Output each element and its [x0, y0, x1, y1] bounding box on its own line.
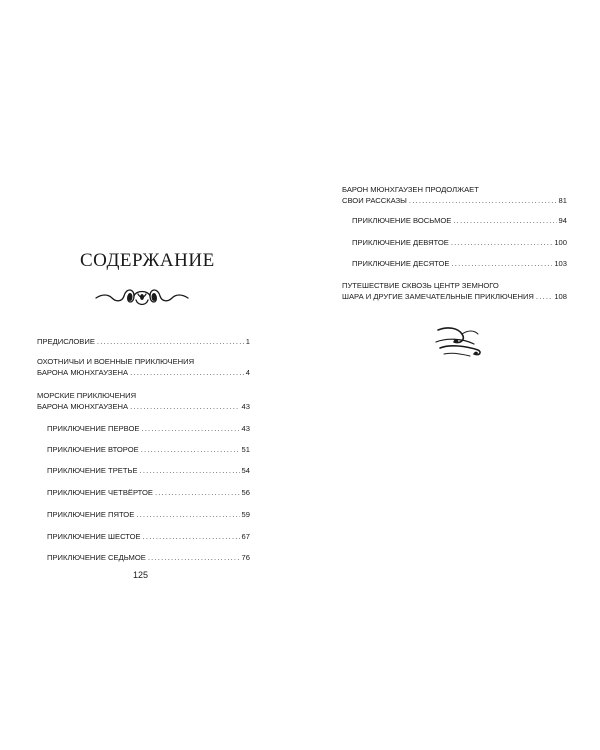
- toc-entry-label: ШАРА И ДРУГИЕ ЗАМЕЧАТЕЛЬНЫЕ ПРИКЛЮЧЕНИЯ: [342, 292, 534, 301]
- leader-dots: [451, 237, 553, 248]
- toc-entry-page: 43: [241, 402, 250, 411]
- toc-entry-label: ПУТЕШЕСТВИЕ СКВОЗЬ ЦЕНТР ЗЕМНОГО: [342, 281, 499, 290]
- page-number: 125: [133, 570, 149, 580]
- leader-dots: [409, 195, 557, 206]
- leader-dots: [136, 509, 239, 520]
- leader-dots: [143, 531, 240, 542]
- leader-dots: [453, 215, 556, 226]
- toc-entry-page: 94: [558, 216, 567, 225]
- leader-dots: [140, 465, 240, 476]
- toc-entry-adventure-9[interactable]: [352, 237, 567, 248]
- toc-entry-page: 103: [554, 259, 567, 268]
- toc-entry-adventure-4[interactable]: [47, 487, 250, 498]
- toc-entry-page: 54: [241, 466, 250, 475]
- toc-entry-label: ПРИКЛЮЧЕНИЕ ПЕРВОЕ: [47, 424, 140, 433]
- toc-entry-hunting-military[interactable]: [37, 356, 250, 378]
- toc-title: СОДЕРЖАНИЕ: [80, 250, 215, 271]
- toc-entry-sea-adventures[interactable]: [37, 390, 250, 412]
- toc-entry-adventure-3[interactable]: [47, 465, 250, 476]
- toc-entry-label: ПРИКЛЮЧЕНИЕ ЧЕТВЁРТОЕ: [47, 488, 153, 497]
- leader-dots: [130, 401, 239, 412]
- toc-entry-adventure-7[interactable]: [47, 552, 250, 563]
- toc-entry-page: 67: [241, 532, 250, 541]
- toc-entry-label: ПРИКЛЮЧЕНИЕ ШЕСТОЕ: [47, 532, 141, 541]
- toc-entry-label: ПРИКЛЮЧЕНИЕ ВТОРОЕ: [47, 445, 139, 454]
- toc-entry-label: ПРИКЛЮЧЕНИЕ ВОСЬМОЕ: [352, 216, 452, 225]
- toc-entry-label: БАРОНА МЮНХГАУЗЕНА: [37, 402, 129, 411]
- toc-entry-label: ПРИКЛЮЧЕНИЕ ДЕВЯТОЕ: [352, 238, 449, 247]
- leader-dots: [452, 258, 553, 269]
- toc-entry-label: БАРОНА МЮНХГАУЗЕНА: [37, 368, 129, 377]
- toc-entry-adventure-8[interactable]: [352, 215, 567, 226]
- toc-entry-page: 81: [558, 196, 567, 205]
- toc-entry-label: СВОИ РАССКАЗЫ: [342, 196, 407, 205]
- toc-entry-page: 108: [554, 292, 567, 301]
- toc-entry-page: 4: [245, 368, 250, 377]
- swash-ornament-icon: [432, 322, 486, 360]
- toc-entry-page: 76: [241, 553, 250, 562]
- leader-dots: [155, 487, 240, 498]
- toc-entry-label: ПРИКЛЮЧЕНИЕ ТРЕТЬЕ: [47, 466, 138, 475]
- toc-entry-adventure-5[interactable]: [47, 509, 250, 520]
- toc-entry-label: ПРИКЛЮЧЕНИЕ СЕДЬМОЕ: [47, 553, 146, 562]
- toc-entry-page: 56: [241, 488, 250, 497]
- toc-entry-page: 59: [241, 510, 250, 519]
- leader-dots: [148, 552, 240, 563]
- toc-entry-baron-continues[interactable]: [342, 184, 567, 206]
- leader-dots: [141, 423, 239, 434]
- leader-dots: [130, 367, 244, 378]
- toc-entry-page: 100: [554, 238, 567, 247]
- toc-entry-label: ПРЕДИСЛОВИЕ: [37, 337, 95, 346]
- toc-entry-label: ПРИКЛЮЧЕНИЕ ПЯТОЕ: [47, 510, 135, 519]
- leader-dots: [97, 336, 244, 347]
- toc-entry-adventure-1[interactable]: [47, 423, 250, 434]
- toc-entry-page: 1: [245, 337, 250, 346]
- toc-entry-adventure-2[interactable]: [47, 444, 250, 455]
- flourish-ornament-icon: [92, 284, 192, 310]
- toc-entry-label: МОРСКИЕ ПРИКЛЮЧЕНИЯ: [37, 391, 137, 400]
- toc-entry-adventure-10[interactable]: [352, 258, 567, 269]
- leader-dots: [141, 444, 240, 455]
- toc-entry-label: ОХОТНИЧЬИ И ВОЕННЫЕ ПРИКЛЮЧЕНИЯ: [37, 357, 195, 366]
- right-page: [300, 0, 600, 750]
- toc-entry-label: ПРИКЛЮЧЕНИЕ ДЕСЯТОЕ: [352, 259, 450, 268]
- leader-dots: [536, 291, 552, 302]
- toc-entry-page: 51: [241, 445, 250, 454]
- toc-entry-journey-center[interactable]: [342, 280, 567, 302]
- toc-entry-page: 43: [241, 424, 250, 433]
- toc-entry-preface[interactable]: [37, 336, 250, 347]
- toc-entry-label: БАРОН МЮНХГАУЗЕН ПРОДОЛЖАЕТ: [342, 185, 479, 194]
- toc-entry-adventure-6[interactable]: [47, 531, 250, 542]
